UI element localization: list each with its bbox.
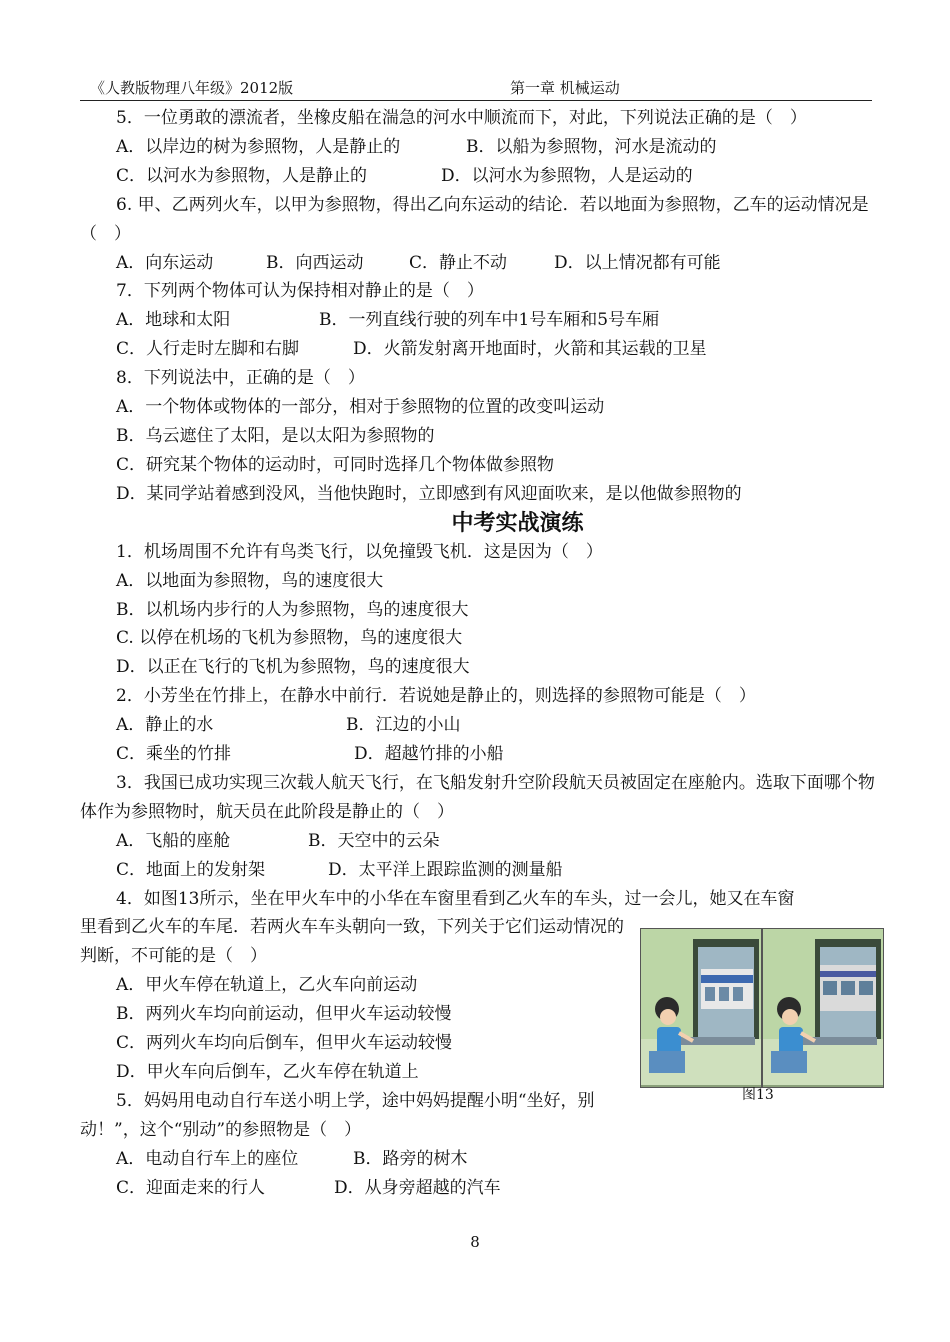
question-8-option-c: C．研究某个物体的运动时，可同时选择几个物体做参照物 [116,454,555,475]
exam-question-2-options-row1 [80,711,875,740]
exam-question-1-option-b: B．以机场内步行的人为参照物，鸟的速度很大 [116,599,469,620]
exam-question-2-option-b: B．江边的小山 [346,715,461,736]
question-6-option-c: C．静止不动 [409,252,508,273]
exam-question-5-options-row1 [80,1145,875,1174]
question-6-option-d: D．以上情况都有可能 [554,252,721,273]
exam-question-2-option-d: D．超越竹排的小船 [354,744,504,765]
exam-question-2-option-c: C．乘坐的竹排 [116,744,232,765]
exam-question-3-options-row2 [80,856,875,885]
question-7-option-b: B．一列直线行驶的列车中1号车厢和5号车厢 [319,310,660,331]
question-7-options-row2 [80,335,875,364]
question-8-option-b: B．乌云遮住了太阳，是以太阳为参照物的 [116,425,435,446]
question-5-option-d: D．以河水为参照物，人是运动的 [441,165,693,186]
exam-question-3-stem: 3．我国已成功实现三次载人航天飞行，在飞船发射升空阶段航天员被固定在座舱内。选取下面哪个物体作为参照物时，航天员在此阶段是静止的（ ） [80,772,875,822]
exam-question-4-option-c: C．两列火车均向后倒车，但甲火车运动较慢 [116,1033,453,1054]
exam-question-5-option-c: C．迎面走来的行人 [116,1177,266,1198]
exam-question-4-option-a: A．甲火车停在轨道上，乙火车向前运动 [116,975,418,996]
exam-question-2-stem: 2．小芳坐在竹排上，在静水中前行．若说她是静止的，则选择的参照物可能是（ ） [116,686,756,707]
exam-question-3-option-a: A．飞船的座舱 [116,830,231,851]
section-title: 中考实战演练 [451,510,584,536]
question-6-option-b: B．向西运动 [266,252,364,273]
exam-question-2-options-row2 [80,740,875,769]
exam-question-5-stem: 5．妈妈用电动自行车送小明上学，途中妈妈提醒小明“坐好，别动！”，这个“别动”的参照物是（ ） [80,1090,595,1140]
figure-panel-train-head [640,928,762,1088]
header-book-title: 《人教版物理八年级》2012版 [90,79,294,97]
exam-question-1-option-d: D．以正在飞行的飞机为参照物，鸟的速度很大 [116,657,470,678]
question-5-options-row1 [80,133,875,162]
figure-13-train-illustration [640,928,886,1088]
question-5-option-a: A．以岸边的树为参照物，人是静止的 [116,136,401,157]
exam-question-4-stem-line1: 4．如图13所示，坐在甲火车中的小华在车窗里看到乙火车的车头，过一会儿，她又在车窗 [116,888,795,909]
question-5-stem: 5．一位勇敢的漂流者，坐橡皮船在湍急的河水中顺流而下，对此，下列说法正确的是（ ） [116,108,807,128]
exam-question-3-option-c: C．地面上的发射架 [116,859,266,880]
question-6-stem: 6. 甲、乙两列火车，以甲为参照物，得出乙向东运动的结论．若以地面为参照物，乙车的运动情况是（ ） [80,194,869,244]
exam-question-1-option-c: C. 以停在机场的飞机为参照物，鸟的速度很大 [116,628,463,649]
exam-question-4-stem-rest: 里看到乙火车的车尾．若两火车车头朝向一致，下列关于它们运动情况的判断，不可能的是（ ） [80,917,624,967]
question-5-option-c: C．以河水为参照物，人是静止的 [116,165,368,186]
exam-question-5-option-b: B．路旁的树木 [353,1148,468,1169]
question-7-option-d: D．火箭发射离开地面时，火箭和其运载的卫星 [353,339,707,360]
exam-question-4-option-b: B．两列火车均向前运动，但甲火车运动较慢 [116,1004,452,1025]
exam-question-5-options-row2 [80,1174,875,1203]
question-7-option-c: C．人行走时左脚和右脚 [116,339,300,360]
exam-question-5-option-a: A．电动自行车上的座位 [116,1148,299,1169]
figure-panel-train-tail [762,928,884,1088]
page-header [80,78,872,101]
exam-question-3-option-b: B．天空中的云朵 [308,830,440,851]
page-number: 8 [470,1233,480,1251]
header-chapter-title: 第一章 机械运动 [510,79,620,97]
question-6-option-a: A．向东运动 [116,252,214,273]
question-7-options-row1 [80,306,875,335]
exam-question-4-option-d: D．甲火车向后倒车，乙火车停在轨道上 [116,1062,419,1082]
question-5-options-row2 [80,162,875,191]
exam-question-2-option-a: A．静止的水 [116,715,214,736]
question-7-option-a: A．地球和太阳 [116,310,231,331]
exam-question-5-option-d: D．从身旁超越的汽车 [334,1177,501,1198]
question-6-options [80,249,875,278]
question-5-option-b: B．以船为参照物，河水是流动的 [466,136,717,157]
question-8-option-a: A．一个物体或物体的一部分，相对于参照物的位置的改变叫运动 [116,397,605,418]
exam-question-1-option-a: A．以地面为参照物，鸟的速度很大 [116,570,384,591]
question-7-stem: 7．下列两个物体可认为保持相对静止的是（ ） [116,281,484,302]
exam-question-3-options-row1 [80,827,875,856]
question-8-option-d: D．某同学站着感到没风，当他快跑时，立即感到有风迎面吹来，是以他做参照物的 [116,483,742,504]
figure-13-caption: 图13 [742,1087,774,1103]
exam-question-3-option-d: D．太平洋上跟踪监测的测量船 [328,859,563,880]
exam-question-1-stem: 1．机场周围不允许有鸟类飞行，以免撞毁飞机．这是因为（ ） [116,541,603,562]
question-8-stem: 8．下列说法中，正确的是（ ） [116,368,365,389]
